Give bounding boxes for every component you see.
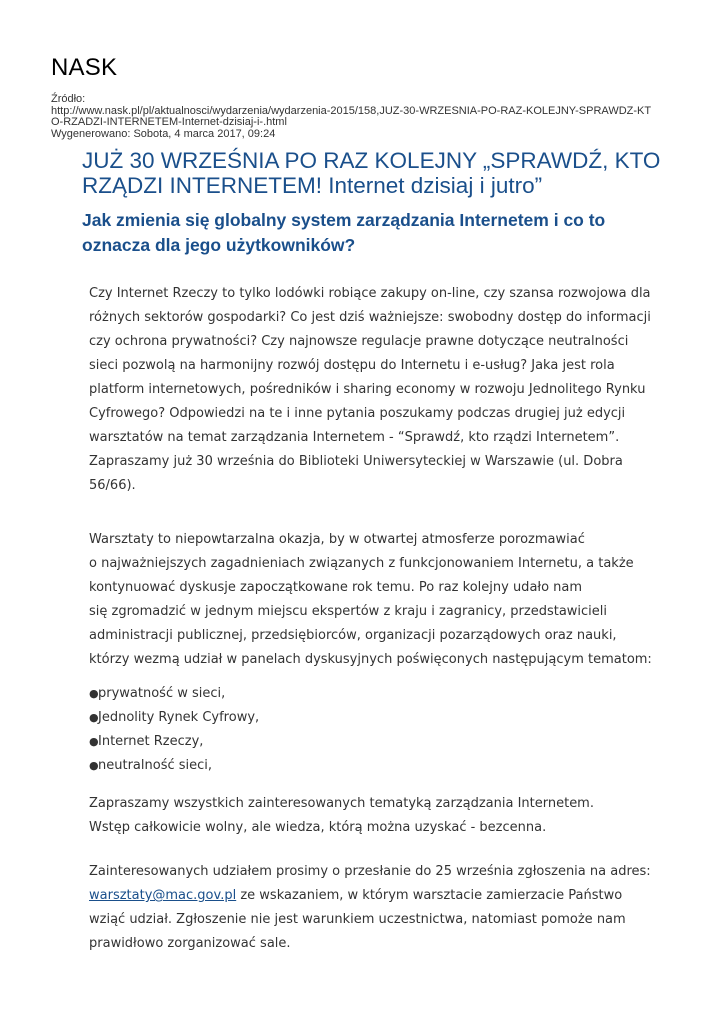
article-subtitle (82, 208, 642, 258)
email-link[interactable]: warsztaty@mac.gov.pl (89, 888, 237, 903)
paragraph-line: Zapraszamy już 30 września do Biblioteki Uniwersyteckiej w Warszawie (ul. Dobra (89, 454, 623, 469)
article-subtitle-line-1: Jak zmienia się globalny system zarządzania Internetem i co to (82, 210, 606, 230)
source-url-line-2: O-RZADZI-INTERNETEM-Internet-dzisiaj-i-.html (51, 116, 287, 129)
list-item (89, 706, 259, 730)
bullet-dot-icon: ● (89, 759, 99, 772)
article-subtitle-line-2: oznacza dla jego użytkowników? (82, 235, 356, 255)
source-info (51, 94, 681, 140)
paragraph-line: administracji publicznej, przedsiębiorców, organizacji pozarządowych oraz nauki, (89, 628, 617, 643)
list-item-text: prywatność w sieci, (98, 686, 226, 701)
paragraph-registration (89, 860, 649, 956)
list-item-text: neutralność sieci, (98, 758, 213, 773)
article-title (82, 148, 682, 198)
paragraph-line: czy ochrona prywatności? Czy najnowsze regulacje prawne dotyczące neutralności (89, 334, 629, 349)
paragraph-line: którzy wezmą udział w panelach dyskusyjnych poświęconych następującym tematom: (89, 652, 652, 667)
paragraph-line: o najważniejszych zagadnieniach związanych z funkcjonowaniem Internetu, a także (89, 556, 634, 571)
paragraph-line: kontynuować dyskusje zapoczątkowane rok temu. Po raz kolejny udało nam (89, 580, 583, 595)
paragraph-intro (89, 282, 649, 498)
article-title-line-2: RZĄDZI INTERNETEM! Internet dzisiaj i jutro” (82, 173, 543, 198)
paragraph-line: Zainteresowanych udziałem prosimy o przesłanie do 25 września zgłoszenia na adres: (89, 864, 651, 879)
org-name: NASK (51, 54, 118, 81)
list-item-text: Jednolity Rynek Cyfrowy, (98, 710, 260, 725)
source-url-line-1: http://www.nask.pl/pl/aktualnosci/wydarzenia/wydarzenia-2015/158,JUZ-30-WRZESNIA-PO-RAZ-KOLEJNY-SPRAWDZ-KT (51, 104, 652, 117)
paragraph-line-with-email (89, 884, 649, 908)
paragraph-line: wziąć udział. Zgłoszenie nie jest warunkiem uczestnictwa, natomiast pomoże nam (89, 912, 626, 927)
paragraph-line-rest: ze wskazaniem, w którym warsztacie zamierzacie Państwo (236, 888, 623, 903)
paragraph-line: Zapraszamy wszystkich zainteresowanych tematyką zarządzania Internetem. (89, 796, 594, 811)
topics-list (89, 682, 259, 778)
paragraph-line: Cyfrowego? Odpowiedzi na te i inne pytania poszukamy podczas drugiej już edycji (89, 406, 626, 421)
source-label: Źródło: (51, 93, 86, 105)
bullet-dot-icon: ● (89, 735, 99, 748)
list-item (89, 730, 259, 754)
paragraph-line: Czy Internet Rzeczy to tylko lodówki robiące zakupy on-line, czy szansa rozwojowa dla (89, 286, 651, 301)
generated-date: Wygenerowano: Sobota, 4 marca 2017, 09:24 (51, 127, 276, 140)
paragraph-line: sieci pozwolą na harmonijny rozwój dostępu do Internetu i e-usług? Jaka jest rola (89, 358, 615, 373)
paragraph-line: różnych sektorów gospodarki? Co jest dziś ważniejsze: swobodny dostęp do informacji (89, 310, 651, 325)
list-item (89, 754, 259, 778)
paragraph-line: platform internetowych, pośredników i sharing economy w rozwoju Jednolitego Rynku (89, 382, 646, 397)
list-item-text: Internet Rzeczy, (98, 734, 204, 749)
paragraph-line: 56/66). (89, 478, 136, 493)
paragraph-line: warsztatów na temat zarządzania Internetem - “Sprawdź, kto rządzi Internetem”. (89, 430, 620, 445)
bullet-dot-icon: ● (89, 711, 99, 724)
article-title-line-1: JUŻ 30 WRZEŚNIA PO RAZ KOLEJNY „SPRAWDŹ, KTO (82, 148, 661, 173)
bullet-dot-icon: ● (89, 687, 99, 700)
paragraph-line: Warsztaty to niepowtarzalna okazja, by w otwartej atmosferze porozmawiać (89, 532, 585, 547)
paragraph-line: się zgromadzić w jednym miejscu ekspertów z kraju i zagranicy, przedstawicieli (89, 604, 608, 619)
paragraph-line: Wstęp całkowicie wolny, ale wiedza, którą można uzyskać - bezcenna. (89, 820, 547, 835)
list-item (89, 682, 259, 706)
paragraph-invitation (89, 792, 649, 840)
paragraph-workshops (89, 528, 652, 672)
paragraph-line: prawidłowo zorganizować sale. (89, 936, 291, 951)
